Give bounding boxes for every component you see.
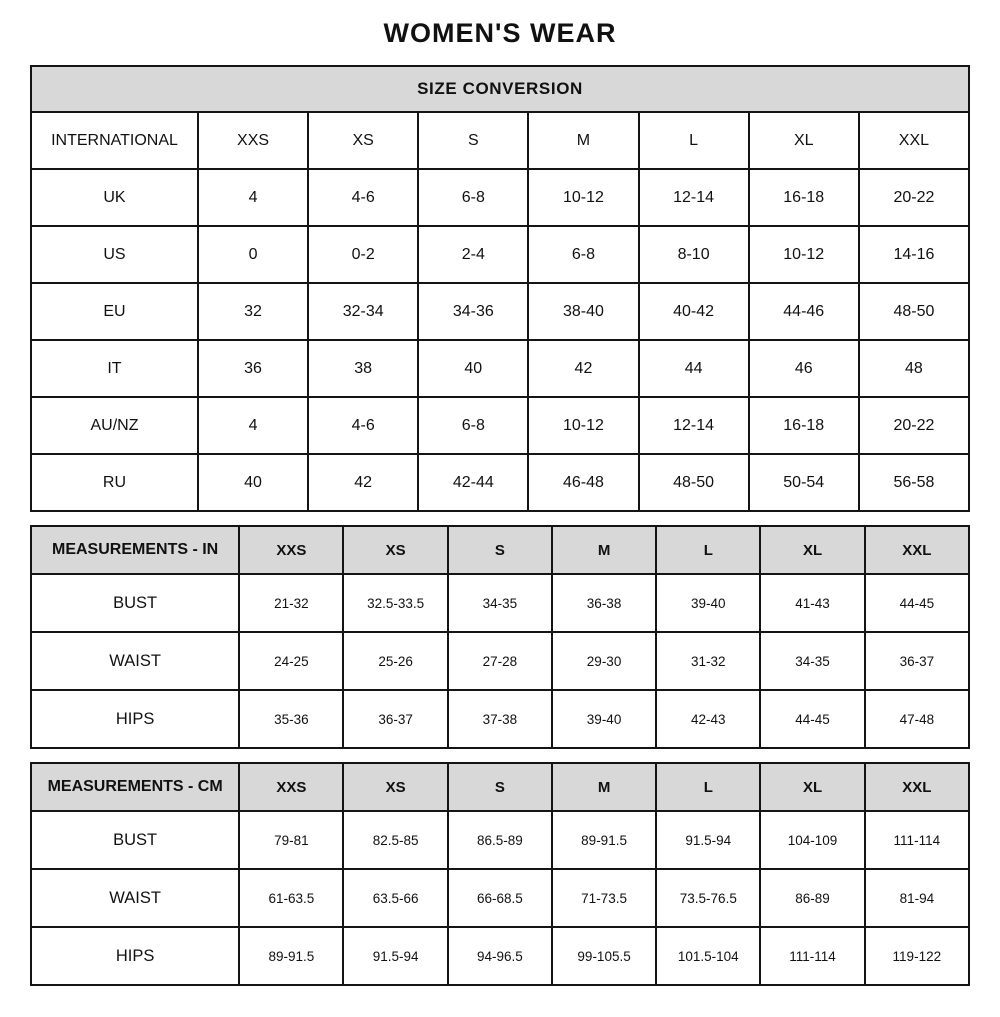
value-cell: 39-40 bbox=[656, 574, 760, 632]
value-cell: 40 bbox=[198, 454, 308, 511]
value-cell: 32.5-33.5 bbox=[343, 574, 447, 632]
measurements-cm-table bbox=[30, 762, 970, 986]
value-cell: 4 bbox=[198, 397, 308, 454]
value-cell: 119-122 bbox=[865, 927, 969, 985]
value-cell: XS bbox=[308, 112, 418, 169]
row-header-cell: IT bbox=[31, 340, 198, 397]
table-title: SIZE CONVERSION bbox=[31, 66, 969, 112]
size-column-header: XS bbox=[343, 763, 447, 811]
value-cell: XL bbox=[749, 112, 859, 169]
row-header-cell: HIPS bbox=[31, 690, 239, 748]
size-conversion-table bbox=[30, 65, 970, 512]
value-cell: 8-10 bbox=[639, 226, 749, 283]
size-column-header: M bbox=[552, 526, 656, 574]
value-cell: 63.5-66 bbox=[343, 869, 447, 927]
value-cell: 38-40 bbox=[528, 283, 638, 340]
table-header-label: MEASUREMENTS - IN bbox=[31, 526, 239, 574]
value-cell: 24-25 bbox=[239, 632, 343, 690]
value-cell: 82.5-85 bbox=[343, 811, 447, 869]
measurements-in-table bbox=[30, 525, 970, 749]
size-column-header: M bbox=[552, 763, 656, 811]
value-cell: 89-91.5 bbox=[552, 811, 656, 869]
row-header-cell: WAIST bbox=[31, 632, 239, 690]
table-row bbox=[31, 690, 969, 748]
value-cell: M bbox=[528, 112, 638, 169]
value-cell: 35-36 bbox=[239, 690, 343, 748]
value-cell: 12-14 bbox=[639, 169, 749, 226]
value-cell: XXL bbox=[859, 112, 969, 169]
page-title: WOMEN'S WEAR bbox=[383, 18, 617, 48]
value-cell: 0-2 bbox=[308, 226, 418, 283]
value-cell: XXS bbox=[198, 112, 308, 169]
row-header-cell: WAIST bbox=[31, 869, 239, 927]
value-cell: 89-91.5 bbox=[239, 927, 343, 985]
value-cell: 42 bbox=[528, 340, 638, 397]
value-cell: 34-35 bbox=[760, 632, 864, 690]
value-cell: 21-32 bbox=[239, 574, 343, 632]
value-cell: 27-28 bbox=[448, 632, 552, 690]
size-column-header: XS bbox=[343, 526, 447, 574]
value-cell: 16-18 bbox=[749, 169, 859, 226]
value-cell: 86.5-89 bbox=[448, 811, 552, 869]
value-cell: 42-44 bbox=[418, 454, 528, 511]
value-cell: 34-36 bbox=[418, 283, 528, 340]
value-cell: 25-26 bbox=[343, 632, 447, 690]
value-cell: 44 bbox=[639, 340, 749, 397]
value-cell: 31-32 bbox=[656, 632, 760, 690]
value-cell: 36 bbox=[198, 340, 308, 397]
value-cell: 10-12 bbox=[528, 397, 638, 454]
value-cell: 36-37 bbox=[865, 632, 969, 690]
row-header-cell: INTERNATIONAL bbox=[31, 112, 198, 169]
value-cell: 48-50 bbox=[859, 283, 969, 340]
value-cell: 41-43 bbox=[760, 574, 864, 632]
value-cell: 44-46 bbox=[749, 283, 859, 340]
value-cell: 16-18 bbox=[749, 397, 859, 454]
table-header-label: MEASUREMENTS - CM bbox=[31, 763, 239, 811]
value-cell: 20-22 bbox=[859, 169, 969, 226]
value-cell: 61-63.5 bbox=[239, 869, 343, 927]
row-header-cell: HIPS bbox=[31, 927, 239, 985]
value-cell: 38 bbox=[308, 340, 418, 397]
value-cell: 10-12 bbox=[528, 169, 638, 226]
value-cell: 48-50 bbox=[639, 454, 749, 511]
table-row bbox=[31, 869, 969, 927]
value-cell: 86-89 bbox=[760, 869, 864, 927]
row-header-cell: AU/NZ bbox=[31, 397, 198, 454]
value-cell: 91.5-94 bbox=[656, 811, 760, 869]
value-cell: 111-114 bbox=[760, 927, 864, 985]
value-cell: 47-48 bbox=[865, 690, 969, 748]
value-cell: 6-8 bbox=[528, 226, 638, 283]
value-cell: 73.5-76.5 bbox=[656, 869, 760, 927]
row-header-cell: US bbox=[31, 226, 198, 283]
value-cell: 44-45 bbox=[865, 574, 969, 632]
value-cell: L bbox=[639, 112, 749, 169]
value-cell: 42-43 bbox=[656, 690, 760, 748]
table-row bbox=[31, 112, 969, 169]
table-row bbox=[31, 454, 969, 511]
value-cell: 48 bbox=[859, 340, 969, 397]
value-cell: 2-4 bbox=[418, 226, 528, 283]
row-header-cell: EU bbox=[31, 283, 198, 340]
size-column-header: XL bbox=[760, 763, 864, 811]
value-cell: 32 bbox=[198, 283, 308, 340]
value-cell: 36-37 bbox=[343, 690, 447, 748]
table-row bbox=[31, 811, 969, 869]
value-cell: 81-94 bbox=[865, 869, 969, 927]
value-cell: 56-58 bbox=[859, 454, 969, 511]
table-header-row bbox=[31, 763, 969, 811]
value-cell: 12-14 bbox=[639, 397, 749, 454]
value-cell: 4 bbox=[198, 169, 308, 226]
value-cell: S bbox=[418, 112, 528, 169]
value-cell: 46 bbox=[749, 340, 859, 397]
size-column-header: S bbox=[448, 526, 552, 574]
value-cell: 4-6 bbox=[308, 397, 418, 454]
value-cell: 42 bbox=[308, 454, 418, 511]
value-cell: 99-105.5 bbox=[552, 927, 656, 985]
value-cell: 66-68.5 bbox=[448, 869, 552, 927]
table-row bbox=[31, 283, 969, 340]
value-cell: 101.5-104 bbox=[656, 927, 760, 985]
size-column-header: XXS bbox=[239, 763, 343, 811]
table-row bbox=[31, 226, 969, 283]
value-cell: 0 bbox=[198, 226, 308, 283]
value-cell: 6-8 bbox=[418, 169, 528, 226]
value-cell: 29-30 bbox=[552, 632, 656, 690]
value-cell: 6-8 bbox=[418, 397, 528, 454]
table-row bbox=[31, 632, 969, 690]
value-cell: 14-16 bbox=[859, 226, 969, 283]
table-row bbox=[31, 927, 969, 985]
value-cell: 4-6 bbox=[308, 169, 418, 226]
row-header-cell: BUST bbox=[31, 574, 239, 632]
value-cell: 10-12 bbox=[749, 226, 859, 283]
size-column-header: XXL bbox=[865, 526, 969, 574]
value-cell: 111-114 bbox=[865, 811, 969, 869]
value-cell: 37-38 bbox=[448, 690, 552, 748]
value-cell: 79-81 bbox=[239, 811, 343, 869]
table-header-row bbox=[31, 526, 969, 574]
size-column-header: L bbox=[656, 526, 760, 574]
value-cell: 71-73.5 bbox=[552, 869, 656, 927]
value-cell: 40-42 bbox=[639, 283, 749, 340]
value-cell: 36-38 bbox=[552, 574, 656, 632]
value-cell: 39-40 bbox=[552, 690, 656, 748]
table-row bbox=[31, 397, 969, 454]
value-cell: 91.5-94 bbox=[343, 927, 447, 985]
value-cell: 34-35 bbox=[448, 574, 552, 632]
size-column-header: XL bbox=[760, 526, 864, 574]
value-cell: 20-22 bbox=[859, 397, 969, 454]
table-row bbox=[31, 574, 969, 632]
size-column-header: XXS bbox=[239, 526, 343, 574]
value-cell: 32-34 bbox=[308, 283, 418, 340]
size-column-header: L bbox=[656, 763, 760, 811]
row-header-cell: UK bbox=[31, 169, 198, 226]
size-column-header: XXL bbox=[865, 763, 969, 811]
value-cell: 50-54 bbox=[749, 454, 859, 511]
row-header-cell: BUST bbox=[31, 811, 239, 869]
size-column-header: S bbox=[448, 763, 552, 811]
table-row bbox=[31, 169, 969, 226]
value-cell: 94-96.5 bbox=[448, 927, 552, 985]
value-cell: 44-45 bbox=[760, 690, 864, 748]
value-cell: 40 bbox=[418, 340, 528, 397]
value-cell: 46-48 bbox=[528, 454, 638, 511]
table-row bbox=[31, 340, 969, 397]
table-title-row bbox=[31, 66, 969, 112]
value-cell: 104-109 bbox=[760, 811, 864, 869]
row-header-cell: RU bbox=[31, 454, 198, 511]
